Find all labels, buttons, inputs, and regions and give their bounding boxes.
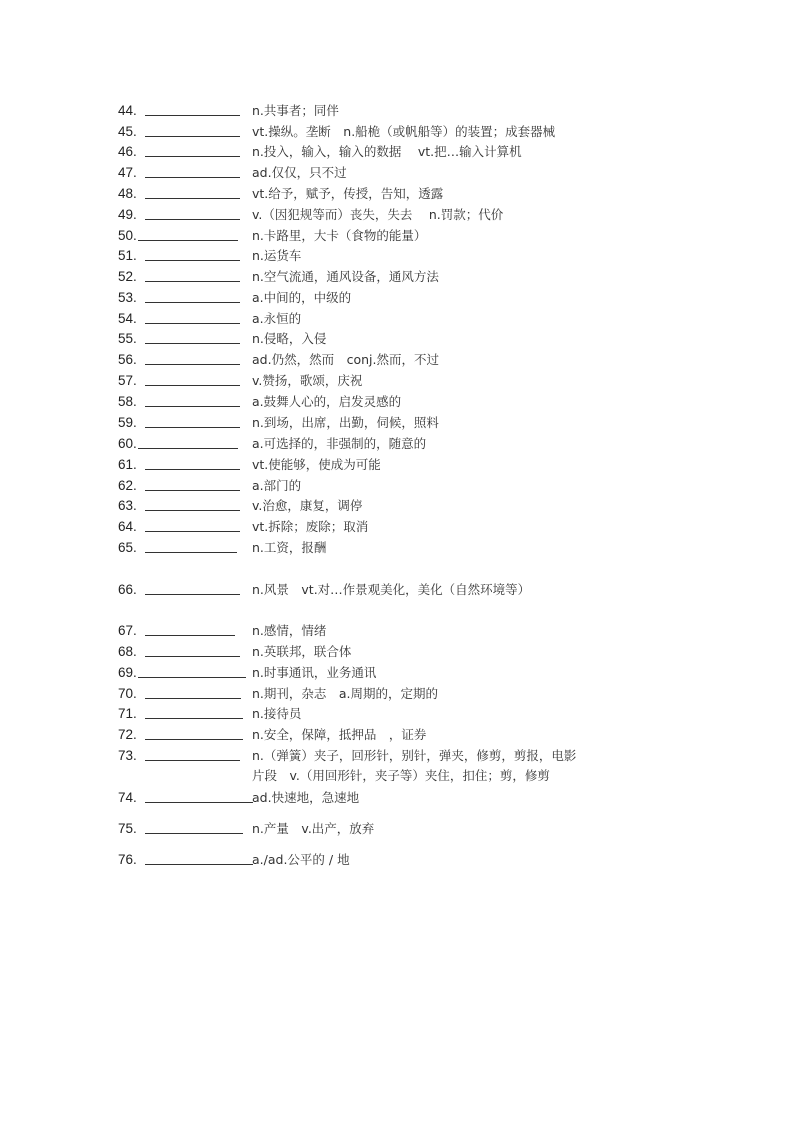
definition-line: v.赞扬，歌颂，庆祝 [252, 373, 363, 388]
entry-definition [252, 684, 652, 704]
entry-definition [252, 725, 652, 745]
entry-definition [252, 819, 652, 839]
definition-line: n.工资，报酬 [252, 540, 327, 555]
definition-line: n.空气流通，通风设备，通风方法 [252, 269, 439, 284]
entry-definition [252, 455, 652, 475]
answer-blank[interactable] [145, 177, 240, 178]
entry-definition [252, 434, 652, 454]
vocab-entry [118, 819, 678, 839]
entry-number: 72. [118, 727, 137, 742]
vocab-entry [118, 788, 678, 808]
entry-number: 61. [118, 457, 137, 472]
answer-blank[interactable] [145, 490, 240, 491]
vocab-entry [118, 496, 678, 516]
answer-blank[interactable] [145, 760, 240, 761]
entry-number: 67. [118, 623, 137, 638]
definition-line: n.运货车 [252, 248, 302, 263]
answer-blank[interactable] [145, 364, 240, 365]
vocab-entry [118, 101, 678, 121]
vocab-entry [118, 642, 678, 662]
answer-blank[interactable] [145, 156, 240, 157]
entry-definition [252, 392, 652, 412]
vocab-entry [118, 663, 678, 683]
definition-line: a.中间的，中级的 [252, 290, 352, 305]
answer-blank[interactable] [145, 510, 240, 511]
vocab-entry [118, 704, 678, 724]
answer-blank[interactable] [145, 656, 240, 657]
vocab-entry [118, 122, 678, 142]
entry-definition [252, 621, 652, 641]
entry-number: 69. [118, 665, 137, 680]
vocab-entry [118, 371, 678, 391]
answer-blank[interactable] [145, 469, 240, 470]
vocab-entry [118, 142, 678, 162]
entry-definition [252, 101, 652, 121]
answer-blank[interactable] [145, 323, 240, 324]
definition-line: a.部门的 [252, 478, 302, 493]
entry-definition [252, 371, 652, 391]
entry-number: 49. [118, 207, 137, 222]
entry-number: 46. [118, 144, 137, 159]
entry-definition [252, 184, 652, 204]
definition-line: n.（弹簧）夹子，回形针，别针，弹夹，修剪，剪报，电影 [252, 748, 577, 763]
definition-line: a.可选择的，非强制的，随意的 [252, 436, 427, 451]
answer-blank[interactable] [145, 427, 240, 428]
vocab-entry [118, 746, 678, 786]
vocab-entry [118, 476, 678, 496]
entry-definition [252, 413, 652, 433]
entry-number: 55. [118, 331, 137, 346]
vocab-entry [118, 246, 678, 266]
definition-line: n.卡路里，大卡（食物的能量） [252, 228, 427, 243]
entry-number: 68. [118, 644, 137, 659]
vocab-entry [118, 226, 678, 246]
entry-definition [252, 663, 652, 683]
definition-line: vt.给予，赋予，传授，告知，透露 [252, 186, 444, 201]
definition-line: n.期刊，杂志 a.周期的，定期的 [252, 686, 439, 701]
vocab-entry [118, 455, 678, 475]
entry-number: 63. [118, 498, 137, 513]
vocab-entry [118, 163, 678, 183]
entry-definition [252, 288, 652, 308]
definition-line: ad.快速地，急速地 [252, 790, 360, 805]
vocab-entry [118, 329, 678, 349]
answer-blank[interactable] [145, 115, 240, 116]
definition-line: a.鼓舞人心的，启发灵感的 [252, 394, 402, 409]
vocab-entry [118, 184, 678, 204]
entry-number: 54. [118, 311, 137, 326]
vocab-entry [118, 538, 678, 558]
answer-blank[interactable] [145, 635, 235, 636]
definition-line: vt.操纵。垄断 n.船桅（或帆船等）的装置；成套器械 [252, 124, 556, 139]
vocab-entry [118, 350, 678, 370]
entry-definition [252, 642, 652, 662]
definition-line: a./ad.公平的 / 地 [252, 852, 350, 867]
answer-blank[interactable] [145, 302, 240, 303]
entry-number: 52. [118, 269, 137, 284]
vocab-entry [118, 850, 678, 870]
vocab-entry [118, 621, 678, 641]
entry-definition [252, 163, 652, 183]
definition-line: n.产量 v.出产，放弃 [252, 821, 375, 836]
entry-definition [252, 580, 652, 600]
entry-definition [252, 205, 652, 225]
entry-definition [252, 329, 652, 349]
answer-blank[interactable] [145, 802, 253, 803]
entry-definition [252, 226, 652, 246]
entry-definition [252, 309, 652, 329]
definition-line: n.共事者；同伴 [252, 103, 339, 118]
answer-blank[interactable] [145, 406, 240, 407]
entry-number: 45. [118, 124, 137, 139]
definition-line: vt.拆除；废除；取消 [252, 519, 369, 534]
definition-line: n.风景 vt.对…作景观美化，美化（自然环境等） [252, 582, 531, 597]
definition-line: n.安全，保障，抵押品 ，证券 [252, 727, 427, 742]
entry-number: 70. [118, 686, 137, 701]
entry-definition [252, 476, 652, 496]
vocab-entry [118, 725, 678, 745]
answer-blank[interactable] [145, 698, 241, 699]
answer-blank[interactable] [145, 833, 243, 834]
definition-line: ad.仅仅，只不过 [252, 165, 347, 180]
definition-line: n.英联邦，联合体 [252, 644, 352, 659]
entry-definition [252, 496, 652, 516]
answer-blank[interactable] [138, 448, 238, 449]
entry-definition [252, 142, 652, 162]
definition-line: v.治愈，康复，调停 [252, 498, 363, 513]
definition-line: a.永恒的 [252, 311, 302, 326]
vocab-entry [118, 413, 678, 433]
entry-number: 44. [118, 103, 137, 118]
entry-definition [252, 538, 652, 558]
entry-definition [252, 122, 652, 142]
definition-line: vt.使能够，使成为可能 [252, 457, 381, 472]
entry-number: 53. [118, 290, 137, 305]
definition-line: n.到场，出席，出勤，伺候，照料 [252, 415, 439, 430]
answer-blank[interactable] [145, 198, 240, 199]
entry-number: 50. [118, 228, 137, 243]
answer-blank[interactable] [145, 594, 240, 595]
answer-blank[interactable] [145, 718, 243, 719]
entry-number: 65. [118, 540, 137, 555]
entry-number: 59. [118, 415, 137, 430]
entry-number: 56. [118, 352, 137, 367]
entry-number: 57. [118, 373, 137, 388]
entry-definition [252, 788, 652, 808]
answer-blank[interactable] [145, 260, 240, 261]
definition-line: n.投入，输入，输入的数据 vt.把…输入计算机 [252, 144, 522, 159]
answer-blank[interactable] [145, 739, 243, 740]
definition-line: n.时事通讯，业务通讯 [252, 665, 377, 680]
entry-number: 71. [118, 706, 137, 721]
answer-blank[interactable] [145, 531, 240, 532]
entry-number: 64. [118, 519, 137, 534]
definition-line: v.（因犯规等而）丧失，失去 n.罚款；代价 [252, 207, 504, 222]
vocab-entry [118, 392, 678, 412]
vocab-entry [118, 684, 678, 704]
answer-blank[interactable] [145, 385, 240, 386]
entry-definition [252, 246, 652, 266]
answer-blank[interactable] [145, 281, 240, 282]
entry-number: 66. [118, 582, 137, 597]
answer-blank[interactable] [145, 552, 237, 553]
definition-line: n.感情，情绪 [252, 623, 327, 638]
answer-blank[interactable] [138, 240, 238, 241]
vocab-entry [118, 205, 678, 225]
answer-blank[interactable] [145, 864, 253, 865]
vocab-entry [118, 580, 678, 600]
entry-number: 48. [118, 186, 137, 201]
entry-number: 75. [118, 821, 137, 836]
entry-definition [252, 746, 652, 786]
answer-blank[interactable] [138, 677, 246, 678]
vocab-entry [118, 309, 678, 329]
entry-number: 47. [118, 165, 137, 180]
answer-blank[interactable] [145, 219, 240, 220]
entry-definition [252, 517, 652, 537]
entry-definition [252, 267, 652, 287]
entry-definition [252, 850, 652, 870]
definition-line: n.侵略，入侵 [252, 331, 327, 346]
vocab-entry [118, 288, 678, 308]
definition-line: ad.仍然，然而 conj.然而，不过 [252, 352, 439, 367]
entry-number: 58. [118, 394, 137, 409]
entry-number: 76. [118, 852, 137, 867]
definition-line: 片段 v.（用回形针，夹子等）夹住，扣住；剪，修剪 [252, 768, 550, 783]
definition-line: n.接待员 [252, 706, 302, 721]
entry-number: 60. [118, 436, 137, 451]
entry-number: 74. [118, 790, 137, 805]
entry-definition [252, 704, 652, 724]
entry-number: 73. [118, 748, 137, 763]
vocab-entry [118, 434, 678, 454]
answer-blank[interactable] [145, 136, 240, 137]
entry-number: 62. [118, 478, 137, 493]
answer-blank[interactable] [145, 343, 240, 344]
entry-definition [252, 350, 652, 370]
entry-number: 51. [118, 248, 137, 263]
vocab-entry [118, 267, 678, 287]
vocab-entry [118, 517, 678, 537]
